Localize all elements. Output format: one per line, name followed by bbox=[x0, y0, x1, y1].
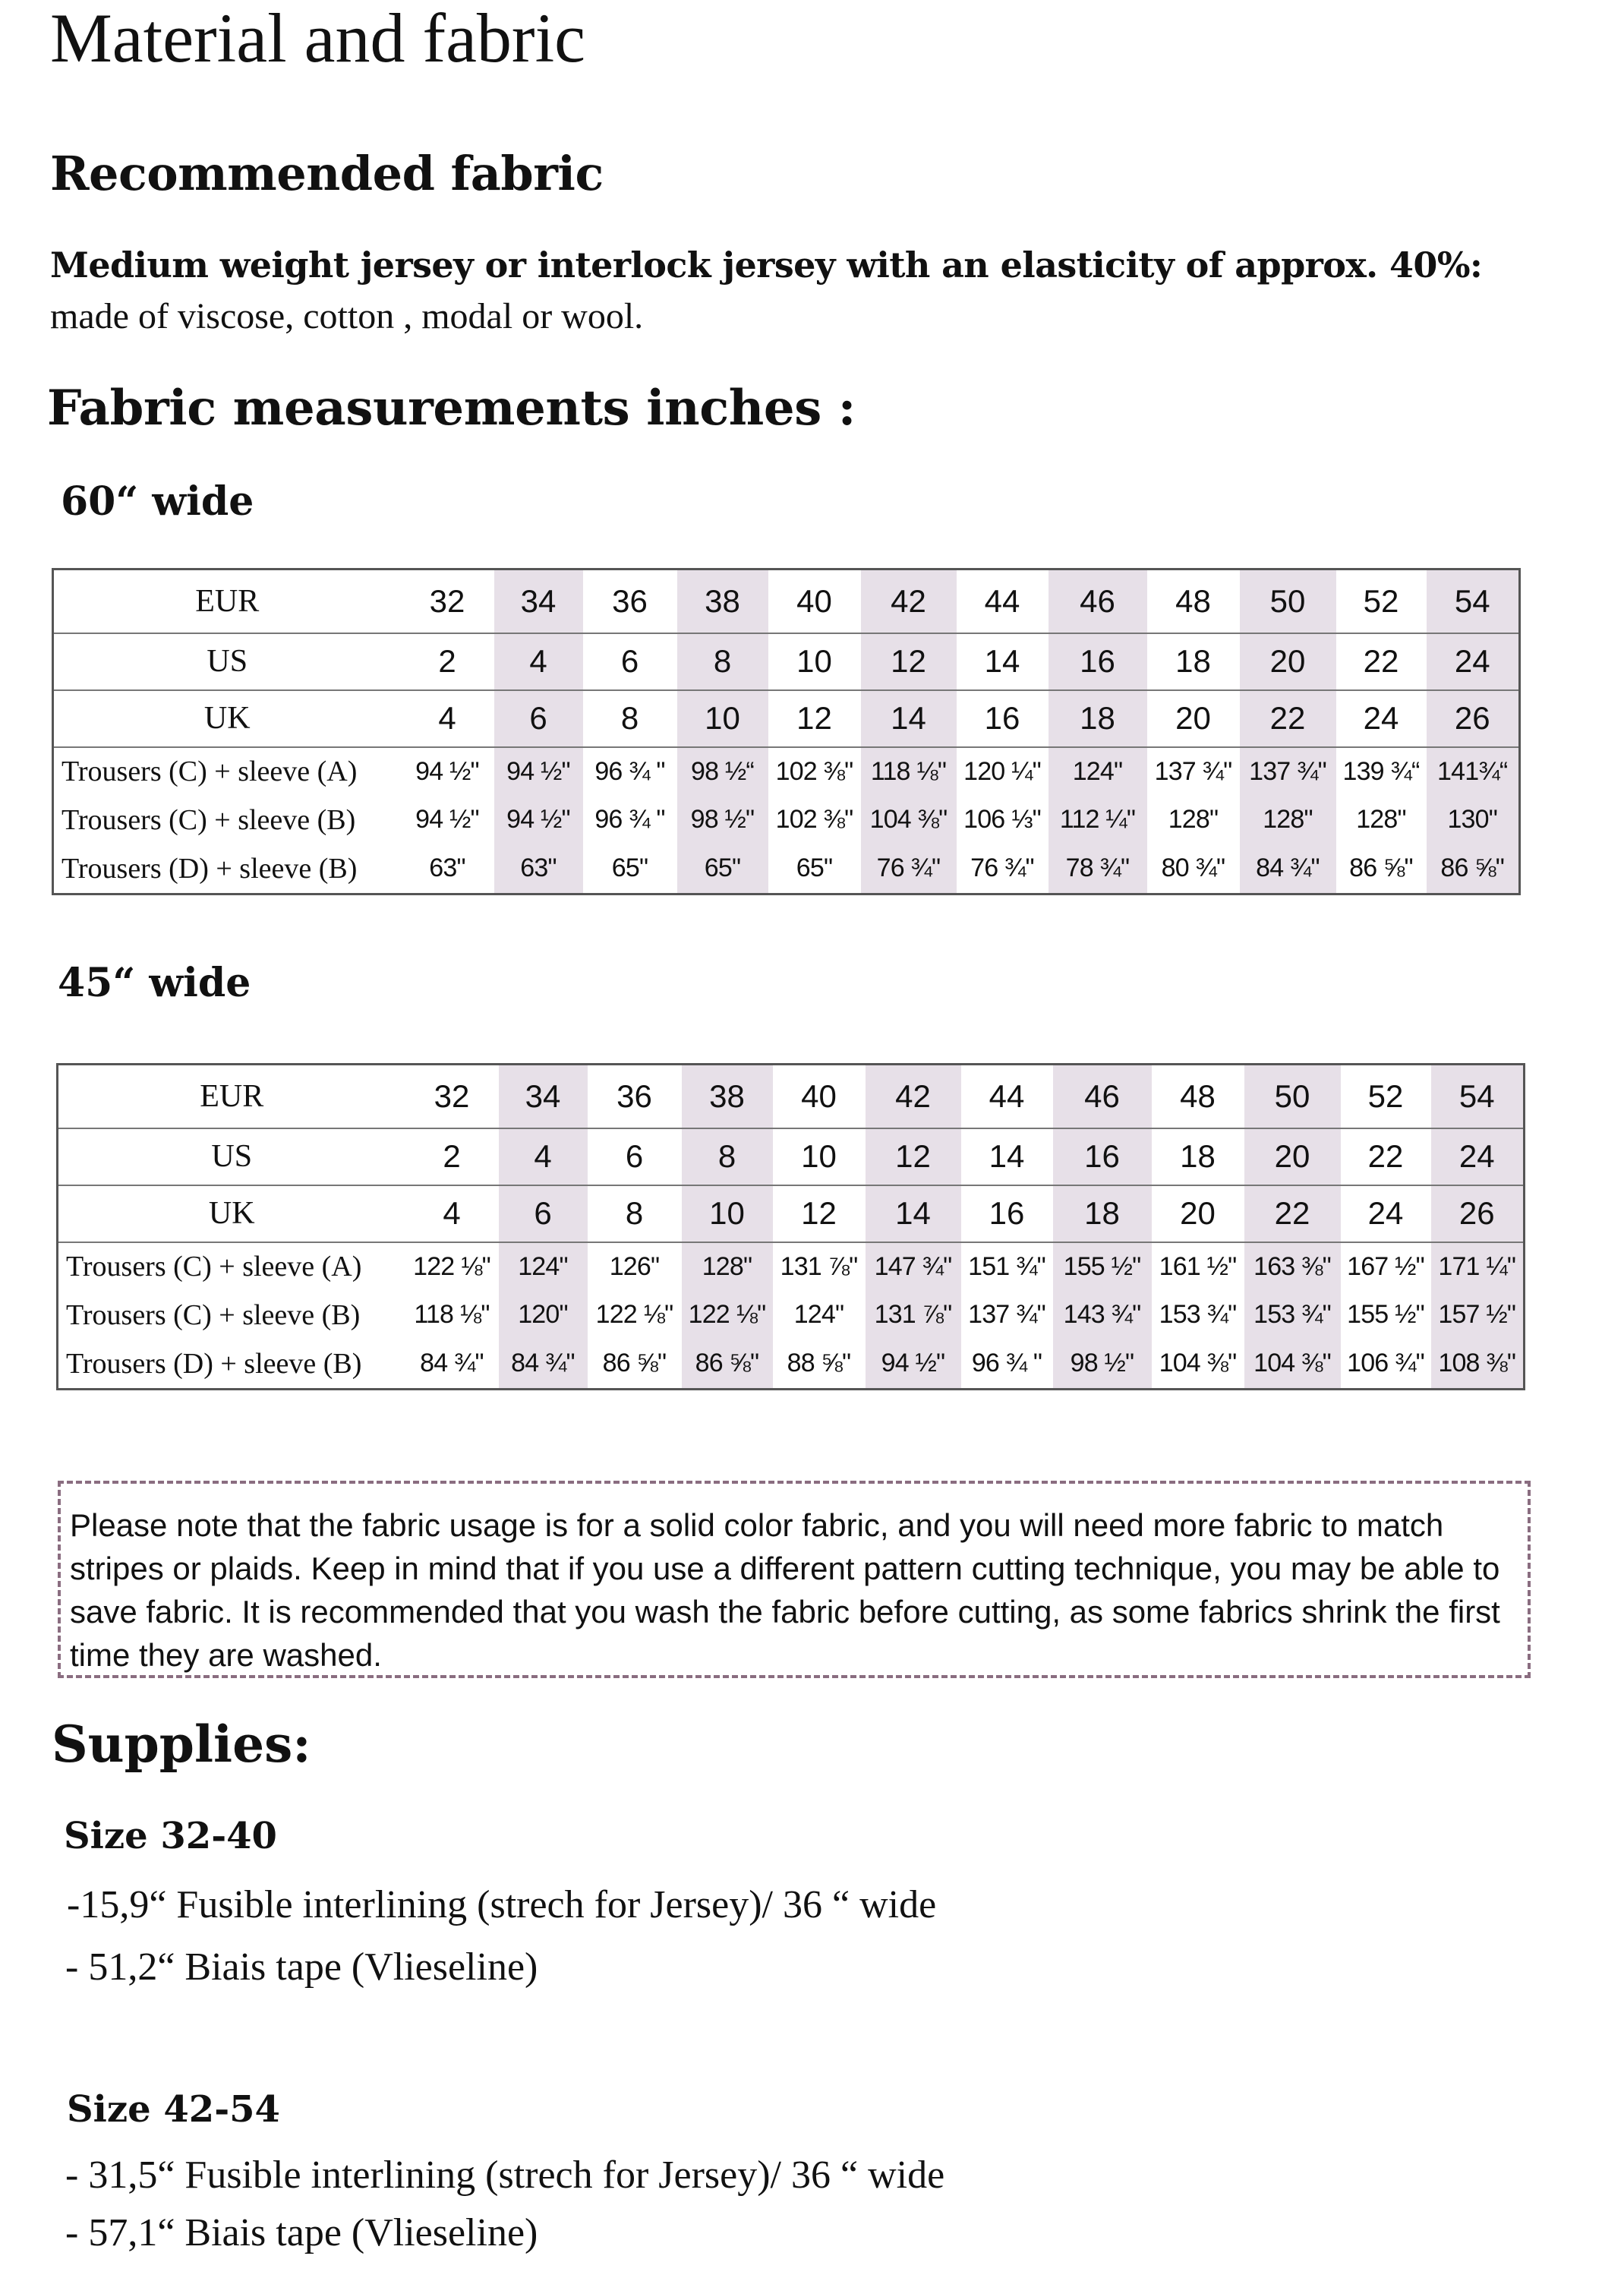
row-label: EUR bbox=[58, 1065, 405, 1128]
table-cell: 104 ⅜" bbox=[861, 796, 957, 844]
table-cell: 137 ¾" bbox=[1147, 747, 1240, 796]
row-label: EUR bbox=[53, 570, 401, 633]
table-cell: 161 ½" bbox=[1152, 1242, 1244, 1291]
table-cell: 98 ½“ bbox=[677, 747, 768, 796]
row-label: Trousers (C) + sleeve (A) bbox=[58, 1242, 405, 1291]
table-cell: 48 bbox=[1152, 1065, 1244, 1128]
table-cell: 42 bbox=[866, 1065, 961, 1128]
fabric-measurements-heading: Fabric measurements inches : bbox=[47, 380, 856, 437]
table-cell: 20 bbox=[1152, 1185, 1244, 1242]
table-cell: 10 bbox=[677, 690, 768, 747]
table-cell: 128" bbox=[1168, 805, 1219, 834]
table-cell: 157 ½" bbox=[1431, 1291, 1525, 1339]
table-cell: 104 ⅜" bbox=[1244, 1339, 1341, 1390]
table-cell: 44 bbox=[957, 570, 1049, 633]
table-cell: 128" bbox=[1356, 805, 1406, 834]
table-cell: 98 ½" bbox=[1053, 1339, 1152, 1390]
table-cell: 128" bbox=[682, 1242, 773, 1291]
table-cell: 76 ¾" bbox=[957, 844, 1049, 894]
table-row bbox=[58, 1185, 1525, 1242]
table-cell: 12 bbox=[866, 1128, 961, 1185]
table-cell: 96 ¾ " bbox=[594, 805, 665, 834]
table-cell: 4 bbox=[401, 690, 494, 747]
table-cell: 120" bbox=[499, 1291, 588, 1339]
table-cell: 18 bbox=[1147, 633, 1240, 690]
supplies-size-heading: Size 32-40 bbox=[64, 1815, 277, 1857]
table-cell: 6 bbox=[494, 690, 583, 747]
table-cell: 26 bbox=[1431, 1185, 1525, 1242]
table-cell: 153 ¾" bbox=[1159, 1300, 1237, 1329]
table-cell: 18 bbox=[1053, 1185, 1152, 1242]
table-cell: 137 ¾" bbox=[1240, 747, 1336, 796]
row-label: UK bbox=[58, 1185, 405, 1242]
width-label-60: 60“ wide bbox=[61, 478, 254, 525]
table-cell: 84 ¾" bbox=[405, 1339, 499, 1390]
row-label: Trousers (D) + sleeve (B) bbox=[58, 1339, 405, 1390]
table-cell: 12 bbox=[861, 633, 957, 690]
fabric-table-45-wide bbox=[56, 1063, 1525, 1390]
table-cell: 12 bbox=[773, 1185, 866, 1242]
table-cell: 24 bbox=[1427, 633, 1520, 690]
table-cell: 20 bbox=[1240, 633, 1336, 690]
table-cell: 18 bbox=[1049, 690, 1147, 747]
table-cell: 44 bbox=[961, 1065, 1053, 1128]
table-cell: 139 ¾“ bbox=[1336, 747, 1427, 796]
row-label: UK bbox=[53, 690, 401, 747]
supply-item: -15,9“ Fusible interlining (strech for Jersey)/ 36 “ wide bbox=[67, 1883, 937, 1926]
table-cell: 130" bbox=[1427, 796, 1520, 844]
table-cell: 34 bbox=[499, 1065, 588, 1128]
table-cell: 104 ⅜" bbox=[1152, 1339, 1244, 1390]
table-row bbox=[58, 1291, 1525, 1339]
supplies-size-heading: Size 42-54 bbox=[67, 2088, 280, 2131]
table-cell: 10 bbox=[768, 633, 861, 690]
table-cell: 54 bbox=[1431, 1065, 1525, 1128]
table-cell: 8 bbox=[677, 633, 768, 690]
table-cell: 131 ⅞" bbox=[866, 1291, 961, 1339]
table-cell: 120 ¼" bbox=[957, 747, 1049, 796]
table-cell: 65" bbox=[583, 844, 677, 894]
table-cell: 46 bbox=[1053, 1065, 1152, 1128]
table-row bbox=[53, 747, 1520, 796]
row-label: Trousers (D) + sleeve (B) bbox=[53, 844, 401, 894]
row-label: Trousers (C) + sleeve (A) bbox=[53, 747, 401, 796]
table-cell: 118 ⅛" bbox=[414, 1300, 490, 1329]
table-cell: 86 ⅝" bbox=[1336, 844, 1427, 894]
table-cell: 65" bbox=[768, 844, 861, 894]
table-cell: 147 ¾" bbox=[866, 1242, 961, 1291]
supply-item: - 57,1“ Biais tape (Vlieseline) bbox=[65, 2211, 538, 2254]
table-cell: 86 ⅝" bbox=[588, 1339, 682, 1390]
table-cell: 24 bbox=[1341, 1185, 1431, 1242]
table-cell: 50 bbox=[1244, 1065, 1341, 1128]
table-cell: 16 bbox=[961, 1185, 1053, 1242]
table-cell: 6 bbox=[588, 1128, 682, 1185]
table-cell: 46 bbox=[1049, 570, 1147, 633]
supply-item: - 31,5“ Fusible interlining (strech for Jersey)/ 36 “ wide bbox=[65, 2153, 945, 2197]
table-row bbox=[53, 570, 1520, 633]
table-cell: 22 bbox=[1244, 1185, 1341, 1242]
table-row bbox=[53, 844, 1520, 894]
table-cell: 163 ⅜" bbox=[1244, 1242, 1341, 1291]
table-cell: 2 bbox=[405, 1128, 499, 1185]
table-cell: 18 bbox=[1152, 1128, 1244, 1185]
table-cell: 124" bbox=[793, 1300, 844, 1329]
table-cell: 22 bbox=[1341, 1128, 1431, 1185]
table-cell: 112 ¼" bbox=[1049, 796, 1147, 844]
table-cell: 54 bbox=[1427, 570, 1520, 633]
supplies-heading: Supplies: bbox=[52, 1715, 311, 1774]
recommended-fabric-text: made of viscose, cotton , modal or wool. bbox=[50, 296, 644, 336]
table-cell: 153 ¾" bbox=[1244, 1291, 1341, 1339]
table-cell: 36 bbox=[583, 570, 677, 633]
fabric-table-60-wide bbox=[52, 568, 1521, 895]
table-cell: 171 ¼" bbox=[1431, 1242, 1525, 1291]
table-cell: 167 ½" bbox=[1341, 1242, 1431, 1291]
table-cell: 26 bbox=[1427, 690, 1520, 747]
table-cell: 94 ½" bbox=[494, 747, 583, 796]
table-cell: 52 bbox=[1341, 1065, 1431, 1128]
table-cell: 14 bbox=[866, 1185, 961, 1242]
table-cell: 14 bbox=[861, 690, 957, 747]
page-title: Material and fabric bbox=[50, 0, 585, 77]
supply-item: - 51,2“ Biais tape (Vlieseline) bbox=[65, 1945, 538, 1989]
table-row bbox=[53, 633, 1520, 690]
table-cell: 52 bbox=[1336, 570, 1427, 633]
table-cell: 6 bbox=[583, 633, 677, 690]
table-cell: 40 bbox=[768, 570, 861, 633]
table-cell: 10 bbox=[682, 1185, 773, 1242]
table-cell: 42 bbox=[861, 570, 957, 633]
table-cell: 24 bbox=[1431, 1128, 1525, 1185]
table-cell: 8 bbox=[588, 1185, 682, 1242]
table-row bbox=[58, 1339, 1525, 1390]
table-cell: 24 bbox=[1336, 690, 1427, 747]
row-label: US bbox=[53, 633, 401, 690]
table-cell: 63" bbox=[401, 844, 494, 894]
table-cell: 8 bbox=[682, 1128, 773, 1185]
table-cell: 34 bbox=[494, 570, 583, 633]
table-cell: 16 bbox=[957, 690, 1049, 747]
table-cell: 10 bbox=[773, 1128, 866, 1185]
table-cell: 32 bbox=[405, 1065, 499, 1128]
table-cell: 143 ¾" bbox=[1053, 1291, 1152, 1339]
table-cell: 141¾“ bbox=[1427, 747, 1520, 796]
table-cell: 16 bbox=[1053, 1128, 1152, 1185]
table-cell: 131 ⅞" bbox=[773, 1242, 866, 1291]
table-cell: 36 bbox=[588, 1065, 682, 1128]
recommended-fabric-heading: Recommended fabric bbox=[50, 146, 604, 201]
table-cell: 22 bbox=[1336, 633, 1427, 690]
table-cell: 80 ¾" bbox=[1147, 844, 1240, 894]
table-cell: 88 ⅝" bbox=[773, 1339, 866, 1390]
table-row bbox=[58, 1065, 1525, 1128]
table-cell: 6 bbox=[499, 1185, 588, 1242]
table-cell: 22 bbox=[1240, 690, 1336, 747]
table-cell: 86 ⅝" bbox=[682, 1339, 773, 1390]
table-cell: 96 ¾ " bbox=[961, 1339, 1053, 1390]
table-row bbox=[58, 1128, 1525, 1185]
table-cell: 102 ⅜" bbox=[768, 747, 861, 796]
table-cell: 4 bbox=[499, 1128, 588, 1185]
table-row bbox=[58, 1242, 1525, 1291]
table-cell: 151 ¾" bbox=[961, 1242, 1053, 1291]
table-cell: 63" bbox=[494, 844, 583, 894]
table-cell: 50 bbox=[1240, 570, 1336, 633]
table-cell: 106 ⅓" bbox=[963, 805, 1041, 834]
table-cell: 94 ½" bbox=[415, 805, 479, 834]
row-label: Trousers (C) + sleeve (B) bbox=[58, 1291, 405, 1339]
table-cell: 86 ⅝" bbox=[1427, 844, 1520, 894]
table-cell: 65" bbox=[677, 844, 768, 894]
table-cell: 38 bbox=[677, 570, 768, 633]
table-cell: 14 bbox=[957, 633, 1049, 690]
table-cell: 155 ½" bbox=[1347, 1300, 1424, 1329]
table-cell: 128" bbox=[1240, 796, 1336, 844]
table-row bbox=[53, 690, 1520, 747]
table-cell: 4 bbox=[494, 633, 583, 690]
table-cell: 102 ⅜" bbox=[775, 805, 853, 834]
row-label: Trousers (C) + sleeve (B) bbox=[53, 796, 401, 844]
table-cell: 122 ⅛" bbox=[595, 1300, 673, 1329]
table-cell: 84 ¾" bbox=[1240, 844, 1336, 894]
width-label-45: 45“ wide bbox=[58, 960, 251, 1006]
table-cell: 12 bbox=[768, 690, 861, 747]
table-cell: 124" bbox=[1049, 747, 1147, 796]
row-label: US bbox=[58, 1128, 405, 1185]
table-cell: 32 bbox=[401, 570, 494, 633]
table-cell: 76 ¾" bbox=[861, 844, 957, 894]
table-row bbox=[53, 796, 1520, 844]
table-cell: 122 ⅛" bbox=[405, 1242, 499, 1291]
table-cell: 4 bbox=[405, 1185, 499, 1242]
table-cell: 14 bbox=[961, 1128, 1053, 1185]
table-cell: 155 ½" bbox=[1053, 1242, 1152, 1291]
table-cell: 108 ⅜" bbox=[1431, 1339, 1525, 1390]
table-cell: 84 ¾" bbox=[499, 1339, 588, 1390]
table-cell: 78 ¾" bbox=[1049, 844, 1147, 894]
table-cell: 16 bbox=[1049, 633, 1147, 690]
table-cell: 137 ¾" bbox=[968, 1300, 1045, 1329]
table-cell: 126" bbox=[588, 1242, 682, 1291]
table-cell: 96 ¾ " bbox=[583, 747, 677, 796]
table-cell: 38 bbox=[682, 1065, 773, 1128]
table-cell: 2 bbox=[401, 633, 494, 690]
table-cell: 48 bbox=[1147, 570, 1240, 633]
fabric-usage-note: Please note that the fabric usage is for a solid color fabric, and you will need more fabric to match stripes or plaids. Keep in mind that if you use a different pattern cutting technique, you may be able to save fabric. It is recommended that you wash the fabric before cutting, as some fabrics shrink the first time they are washed. bbox=[58, 1481, 1531, 1678]
table-cell: 118 ⅛" bbox=[861, 747, 957, 796]
table-cell: 94 ½" bbox=[401, 747, 494, 796]
table-cell: 98 ½" bbox=[677, 796, 768, 844]
table-cell: 94 ½" bbox=[494, 796, 583, 844]
table-cell: 40 bbox=[773, 1065, 866, 1128]
recommended-fabric-bold-text: Medium weight jersey or interlock jersey with an elasticity of approx. 40%: bbox=[50, 245, 1483, 286]
table-cell: 94 ½" bbox=[866, 1339, 961, 1390]
table-cell: 8 bbox=[583, 690, 677, 747]
table-cell: 20 bbox=[1244, 1128, 1341, 1185]
table-cell: 106 ¾" bbox=[1341, 1339, 1431, 1390]
table-cell: 124" bbox=[499, 1242, 588, 1291]
table-cell: 20 bbox=[1147, 690, 1240, 747]
table-cell: 122 ⅛" bbox=[682, 1291, 773, 1339]
